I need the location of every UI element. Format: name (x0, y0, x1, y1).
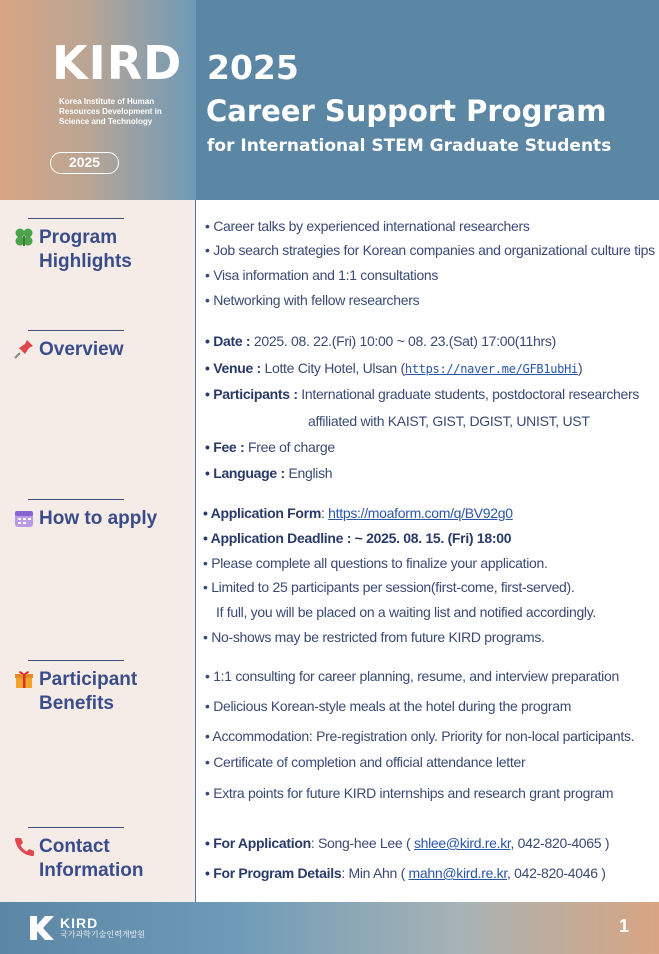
section-label-overview (12, 338, 124, 362)
calendar-icon (12, 507, 36, 531)
list-item: • Job search strategies for Korean companies and organizational culture tips (205, 242, 655, 258)
benefits-label-1: Participant (39, 669, 138, 690)
org-name: Korea Institute of Human Resources Development in Science and Technology (59, 97, 162, 126)
overview-date: • Date : 2025. 08. 22.(Fri) 10:00 ~ 08. 23.(Sat) 17:00(11hrs) (205, 333, 556, 349)
application-email-link[interactable]: shlee@kird.re.kr (413, 835, 511, 851)
overview-venue: • Venue : Lotte City Hotel, Ulsan (https://naver.me/GFB1ubHi) (205, 360, 583, 376)
kird-logo: KIRD (52, 36, 183, 90)
list-item: • Networking with fellow researchers (205, 292, 420, 308)
year-badge: 2025 (50, 152, 119, 174)
footer-logo-text: KIRD (60, 915, 99, 931)
divider (28, 499, 124, 500)
section-label-highlights (12, 226, 132, 274)
footer-logo (28, 914, 145, 942)
overview-label: Overview (39, 339, 124, 360)
apply-note: • No-shows may be restricted from future KIRD programs. (203, 629, 545, 645)
section-label-contact (12, 835, 144, 883)
divider (28, 218, 124, 219)
section-label-apply (12, 507, 157, 531)
kird-k-icon (28, 914, 56, 942)
section-label-benefits (12, 668, 137, 716)
page-subtitle: for International STEM Graduate Students (207, 136, 612, 156)
venue-link[interactable]: https://naver.me/GFB1ubHi (404, 362, 578, 376)
application-form: • Application Form: https://moaform.com/q/BV92g0 (203, 505, 513, 521)
section-sidebar (0, 200, 196, 902)
page-number: 1 (618, 916, 629, 936)
footer-logo-korean: 국가과학기술인력개발원 (60, 930, 146, 939)
contact-label-1: Contact (39, 836, 110, 857)
apply-note: • Please complete all questions to finalize your application. (203, 555, 548, 571)
list-item: • Delicious Korean-style meals at the hotel during the program (205, 698, 572, 714)
overview-participants-affiliation: affiliated with KAIST, GIST, DGIST, UNIST, UST (308, 413, 590, 429)
divider (28, 660, 124, 661)
contact-application: • For Application: Song-hee Lee ( shlee@kird.re.kr, 042-820-4065 ) (205, 835, 610, 851)
page-title: Career Support Program (206, 94, 607, 128)
divider (28, 827, 124, 828)
clover-icon (12, 226, 36, 250)
list-item: • Extra points for future KIRD internships and research grant program (205, 785, 614, 801)
list-item: • 1:1 consulting for career planning, resume, and interview preparation (205, 668, 619, 684)
overview-language: • Language : English (205, 465, 333, 481)
phone-icon (12, 835, 36, 859)
overview-fee: • Fee : Free of charge (205, 439, 335, 455)
divider (28, 330, 124, 331)
list-item: • Accommodation: Pre-registration only. Priority for non-local participants. (205, 728, 635, 744)
overview-participants: • Participants : International graduate students, postdoctoral researchers (205, 386, 640, 402)
apply-note: • Limited to 25 participants per session(first-come, first-served). (203, 579, 575, 595)
header-left-panel (0, 0, 196, 200)
apply-note: If full, you will be placed on a waiting list and notified accordingly. (216, 604, 596, 620)
contact-program: • For Program Details: Min Ahn ( mahn@kird.re.kr, 042-820-4046 ) (205, 865, 606, 881)
pushpin-icon (12, 338, 36, 362)
footer (0, 902, 659, 954)
highlights-label-1: Program (39, 227, 118, 248)
program-email-link[interactable]: mahn@kird.re.kr (408, 865, 507, 881)
apply-label: How to apply (39, 508, 158, 529)
contact-label-2: Information (39, 860, 144, 881)
application-deadline: • Application Deadline : ~ 2025. 08. 15. (Fri) 18:00 (203, 530, 512, 546)
main-content (196, 200, 659, 902)
gift-icon (12, 668, 36, 692)
application-form-link[interactable]: https://moaform.com/q/BV92g0 (328, 505, 513, 521)
highlights-label-2: Highlights (39, 251, 132, 272)
list-item: • Visa information and 1:1 consultations (205, 267, 439, 283)
title-year: 2025 (207, 48, 299, 87)
list-item: • Career talks by experienced international researchers (205, 218, 530, 234)
list-item: • Certificate of completion and official attendance letter (205, 754, 526, 770)
benefits-label-2: Benefits (39, 693, 114, 714)
